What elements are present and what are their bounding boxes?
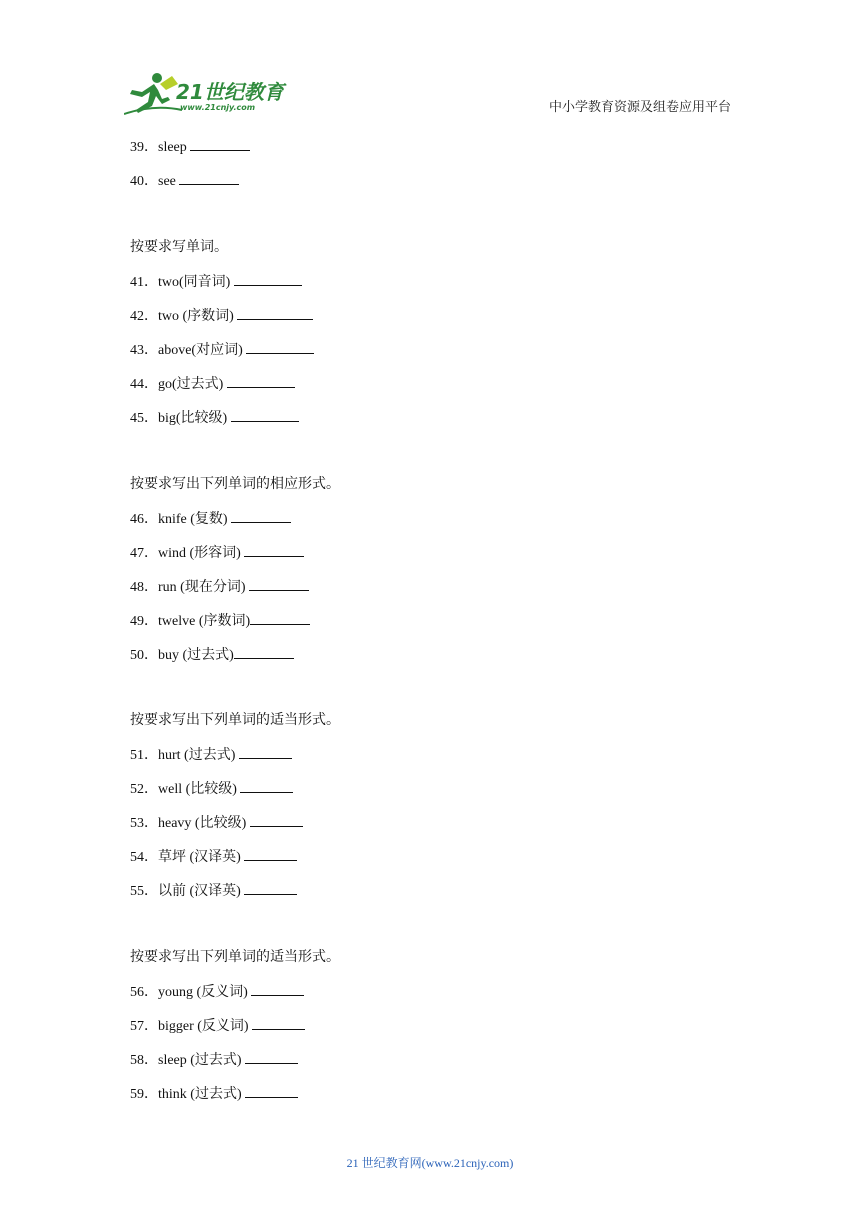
- answer-blank[interactable]: [245, 1051, 298, 1064]
- section-heading: 按要求写出下列单词的相应形式。: [130, 477, 340, 492]
- answer-blank[interactable]: [246, 341, 314, 354]
- answer-blank[interactable]: [227, 375, 295, 388]
- question-line: 54．草坪 (汉译英): [130, 848, 297, 867]
- question-line: 55．以前 (汉译英): [130, 882, 297, 901]
- question-line: 52．well (比较级): [130, 780, 293, 799]
- question-line: 51．hurt (过去式): [130, 746, 292, 765]
- answer-blank[interactable]: [244, 882, 297, 895]
- question-line: 45．big(比较级): [130, 409, 299, 428]
- question-line: 46．knife (复数): [130, 510, 291, 529]
- answer-blank[interactable]: [239, 746, 292, 759]
- question-line: 56．young (反义词): [130, 983, 304, 1002]
- answer-blank[interactable]: [245, 1085, 298, 1098]
- answer-blank[interactable]: [244, 848, 297, 861]
- answer-blank[interactable]: [231, 510, 291, 523]
- answer-blank[interactable]: [244, 544, 304, 557]
- answer-blank[interactable]: [250, 612, 310, 625]
- question-line: 47．wind (形容词): [130, 544, 304, 563]
- question-line: 43．above(对应词): [130, 341, 314, 360]
- question-line: 58．sleep (过去式): [130, 1051, 298, 1070]
- question-line: 42．two (序数词): [130, 307, 313, 326]
- question-line: 48．run (现在分词): [130, 578, 309, 597]
- section-heading: 按要求写单词。: [130, 240, 228, 255]
- answer-blank[interactable]: [237, 307, 313, 320]
- answer-blank[interactable]: [179, 172, 239, 185]
- site-logo[interactable]: [124, 70, 294, 118]
- question-line: 57．bigger (反义词): [130, 1017, 305, 1036]
- page-header: [0, 0, 860, 130]
- question-line: 40．see: [130, 172, 239, 191]
- question-line: 44．go(过去式): [130, 375, 295, 394]
- answer-blank[interactable]: [234, 273, 302, 286]
- answer-blank[interactable]: [231, 409, 299, 422]
- section-heading: 按要求写出下列单词的适当形式。: [130, 713, 340, 728]
- answer-blank[interactable]: [250, 814, 303, 827]
- answer-blank[interactable]: [251, 983, 304, 996]
- answer-blank[interactable]: [252, 1017, 305, 1030]
- question-line: 39．sleep: [130, 138, 250, 157]
- question-line: 49．twelve (序数词): [130, 612, 310, 631]
- page-footer[interactable]: 21 世纪教育网(www.21cnjy.com): [346, 1156, 514, 1170]
- question-line: 41．two(同音词): [130, 273, 302, 292]
- runner-logo-icon: [124, 70, 184, 118]
- logo-url: www.21cnjy.com: [180, 103, 256, 112]
- answer-blank[interactable]: [249, 578, 309, 591]
- section-heading: 按要求写出下列单词的适当形式。: [130, 950, 340, 965]
- answer-blank[interactable]: [234, 646, 294, 659]
- question-line: 50．buy (过去式): [130, 646, 294, 665]
- answer-blank[interactable]: [240, 780, 293, 793]
- question-line: 53．heavy (比较级): [130, 814, 303, 833]
- header-platform-name: 中小学教育资源及组卷应用平台: [549, 99, 732, 114]
- answer-blank[interactable]: [190, 138, 250, 151]
- question-line: 59．think (过去式): [130, 1085, 298, 1104]
- logo-text: 21世纪教育: [176, 80, 284, 104]
